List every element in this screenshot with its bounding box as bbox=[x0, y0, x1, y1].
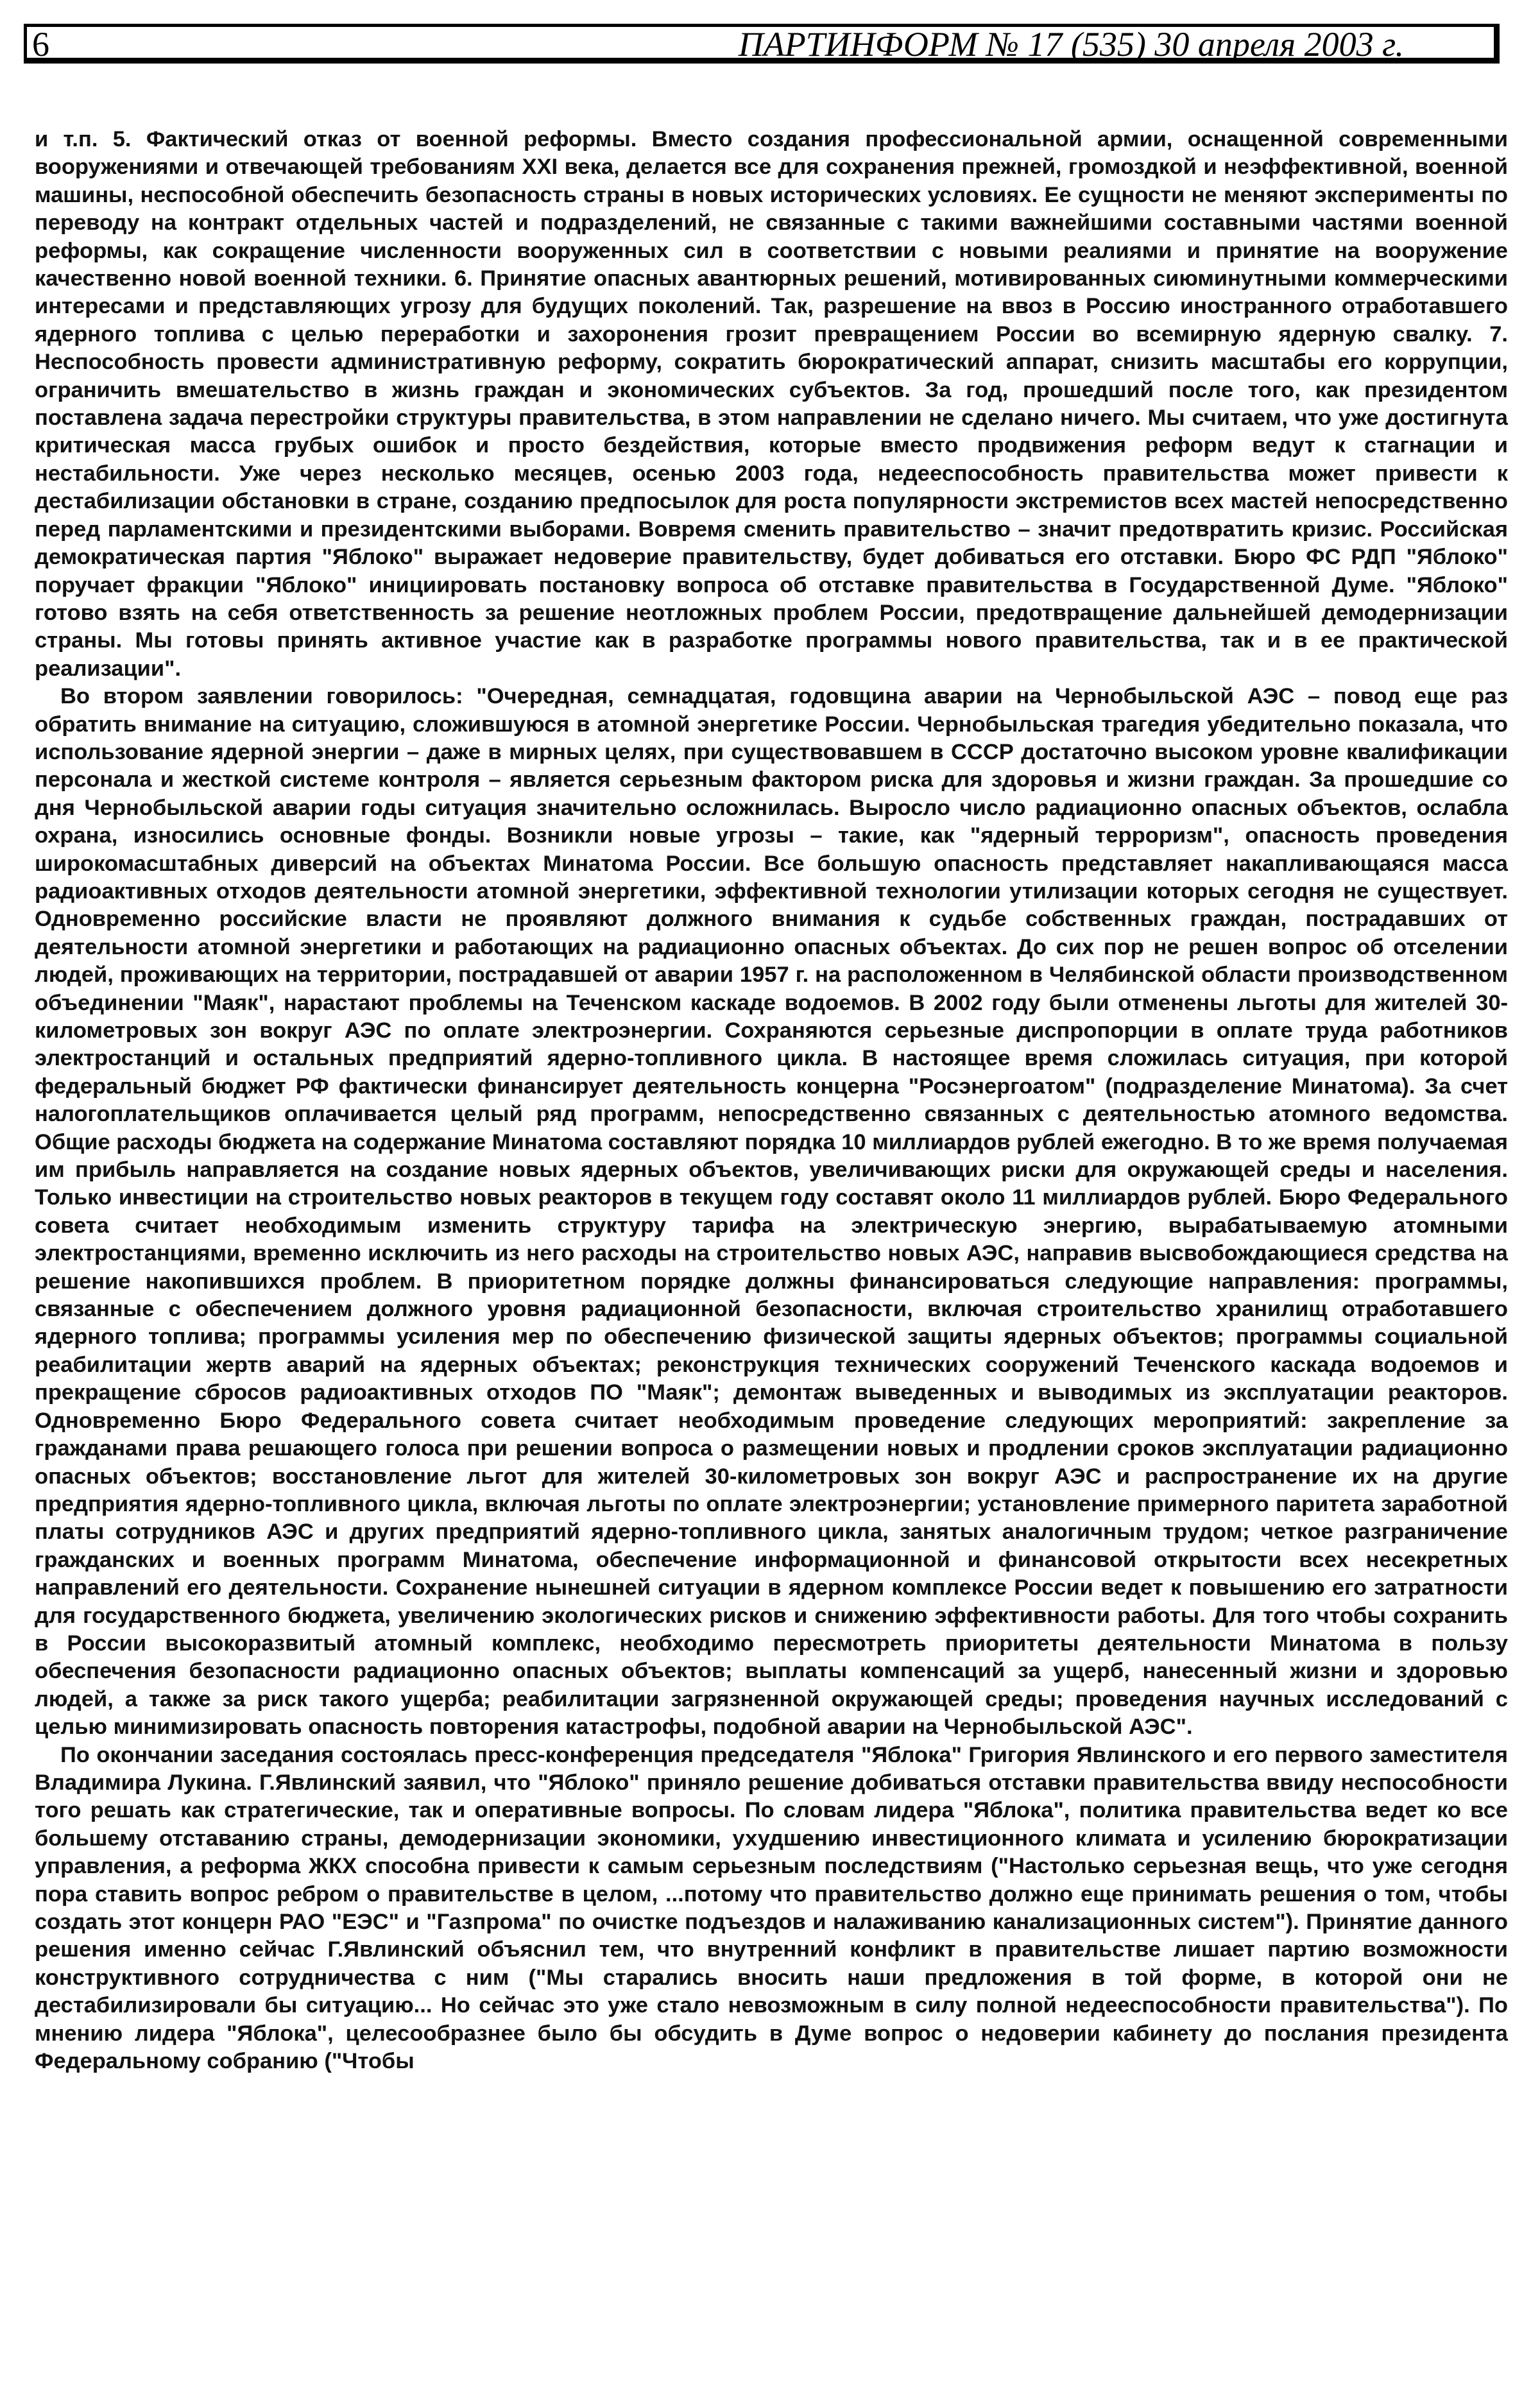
page-number: 6 bbox=[32, 25, 49, 64]
paragraph: По окончании заседания состоялась пресс-конференция председателя "Яблока" Григория Явлинского и его первого заместителя Владимира Лукина. Г.Явлинский заявил, что "Яблоко" приняло решение добиваться отставки правительства ввиду неспособности того решать как стратегические, так и оперативные вопросы. По словам лидера "Яблока", политика правительства ведет ко все большему отставанию страны, демодернизации экономики, ухудшению инвестиционного климата и усилению бюрократизации управления, а реформа ЖКХ способна привести к самым серьезным последствиям ("Настолько серьезная вещь, что уже сегодня пора ставить вопрос ребром о правительстве в целом, ...потому что правительство должно еще принимать решения о том, чтобы создать этот концерн РАО "ЕЭС" и "Газпрома" по очистке подъездов и налаживанию канализационных систем"). Принятие данного решения именно сейчас Г.Явлинский объяснил тем, что внутренний конфликт в правительстве лишает партию возможности конструктивного сотрудничества с ним ("Мы старались вносить наши предложения в той форме, в которой они не дестабилизировали бы ситуацию... Но сейчас это уже стало невозможным в силу полной недееспособности правительства"). По мнению лидера "Яблока", целесообразнее было бы обсудить в Думе вопрос о недоверии кабинету до послания президента Федеральному собранию ("Чтобы bbox=[35, 1742, 1508, 2074]
article-body bbox=[35, 126, 1508, 2075]
paragraph: Во втором заявлении говорилось: "Очередная, семнадцатая, годовщина аварии на Чернобыльской АЭС – повод еще раз обратить внимание на ситуацию, сложившуюся в атомной энергетике России. Чернобыльская трагедия убедительно показала, что использование ядерной энергии – даже в мирных целях, при существовавшем в СССР достаточно высоком уровне квалификации персонала и жесткой системе контроля – является серьезным фактором риска для здоровья и жизни граждан. За прошедшие со дня Чернобыльской аварии годы ситуация значительно осложнилась. Выросло число радиационно опасных объектов, ослабла охрана, износились основные фонды. Возникли новые угрозы – такие, как "ядерный терроризм", опасность проведения широкомасштабных диверсий на объектах Минатома России. Все большую опасность представляет накапливающаяся масса радиоактивных отходов деятельности атомной энергетики, эффективной технологии утилизации которых сегодня не существует. Одновременно российские власти не проявляют должного внимания к судьбе собственных граждан, пострадавших от деятельности атомной энергетики и работающих на радиационно опасных объектах. До сих пор не решен вопрос об отселении людей, проживающих на территории, пострадавшей от аварии 1957 г. на расположенном в Челябинской области производственном объединении "Маяк", нарастают проблемы на Теченском каскаде водоемов. В 2002 году были отменены льготы для жителей 30-километровых зон вокруг АЭС по оплате электроэнергии. Сохраняются серьезные диспропорции в оплате труда работников электростанций и остальных предприятий ядерно-топливного цикла. В настоящее время сложилась ситуация, при которой федеральный бюджет РФ фактически финансирует деятельность концерна "Росэнергоатом" (подразделение Минатома). За счет налогоплательщиков оплачивается целый ряд программ, непосредственно связанных с деятельностью атомного ведомства. Общие расходы бюджета на содержание Минатома составляют порядка 10 миллиардов рублей ежегодно. В то же время получаемая им прибыль направляется на создание новых ядерных объектов, увеличивающих риски для окружающей среды и населения. Только инвестиции на строительство новых реакторов в текущем году составят около 11 миллиардов рублей. Бюро Федерального совета считает необходимым изменить структуру тарифа на электрическую энергию, вырабатываемую атомными электростанциями, временно исключить из него расходы на строительство новых АЭС, направив высвобождающиеся средства на решение накопившихся проблем. В приоритетном порядке должны финансироваться следующие направления: программы, связанные с обеспечением должного уровня радиационной безопасности, включая строительство хранилищ отработавшего ядерного топлива; программы усиления мер по обеспечению физической защиты ядерных объектов; программы социальной реабилитации жертв аварий на ядерных объектах; реконструкция технических сооружений Теченского каскада водоемов и прекращение сбросов радиоактивных отходов ПО "Маяк"; демонтаж выведенных и выводимых из эксплуатации реакторов. Одновременно Бюро Федерального совета считает необходимым проведение следующих мероприятий: закрепление за гражданами права решающего голоса при решении вопроса о размещении новых и продлении сроков эксплуатации радиационно опасных объектов; восстановление льгот для жителей 30-километровых зон вокруг АЭС и распространение их на другие предприятия ядерно-топливного цикла, включая льготы по оплате электроэнергии; установление примерного паритета заработной платы сотрудников АЭС и других предприятий ядерно-топливного цикла, занятых аналогичным трудом; четкое разграничение гражданских и военных программ Минатома, обеспечение информационной и финансовой открытости всех несекретных направлений его деятельности. Сохранение нынешней ситуации в ядерном комплексе России ведет к повышению его затратности для государственного бюджета, увеличению экологических рисков и снижению эффективности работы. Для того чтобы сохранить в России высокоразвитый атомный комплекс, необходимо пересмотреть приоритеты деятельности Минатома в пользу обеспечения безопасности радиационно опасных объектов; выплаты компенсаций за ущерб, нанесенный жизни и здоровью людей, а также за риск такого ущерба; реабилитации загрязненной окружающей среды; проведения научных исследований с целью минимизировать опасность повторения катастрофы, подобной аварии на Чернобыльской АЭС". bbox=[35, 684, 1508, 1740]
issue-line: ПАРТИНФОРМ № 17 (535) 30 апреля 2003 г. bbox=[738, 25, 1404, 64]
paragraph: и т.п. 5. Фактический отказ от военной реформы. Вместо создания профессиональной армии, оснащенной современными вооружениями и отвечающей требованиям XXI века, делается все для сохранения прежней, громоздкой и неэффективной, военной машины, неспособной обеспечить безопасность страны в новых исторических условиях. Ее сущности не меняют эксперименты по переводу на контракт отдельных частей и подразделений, не связанные с такими важнейшими составными частями военной реформы, как сокращение численности вооруженных сил в соответствии с новыми реалиями и принятие на вооружение качественно новой военной техники. 6. Принятие опасных авантюрных решений, мотивированных сиюминутными коммерческими интересами и представляющих угрозу для будущих поколений. Так, разрешение на ввоз в Россию иностранного отработавшего ядерного топлива с целью переработки и захоронения грозит превращением России во всемирную ядерную свалку. 7. Неспособность провести административную реформу, сократить бюрократический аппарат, снизить масштабы его коррупции, ограничить вмешательство в жизнь граждан и экономических субъектов. За год, прошедший после того, как президентом поставлена задача перестройки структуры правительства, в этом направлении не сделано ничего. Мы считаем, что уже достигнута критическая масса грубых ошибок и просто бездействия, которые вместо продвижения реформ ведут к стагнации и нестабильности. Уже через несколько месяцев, осенью 2003 года, недееспособность правительства может привести к дестабилизации обстановки в стране, созданию предпосылок для роста популярности экстремистов всех мастей непосредственно перед парламентскими и президентскими выборами. Вовремя сменить правительство – значит предотвратить кризис. Российская демократическая партия "Яблоко" выражает недоверие правительству, будет добиваться его отставки. Бюро ФС РДП "Яблоко" поручает фракции "Яблоко" инициировать постановку вопроса об отставке правительства в Государственной Думе. "Яблоко" готово взять на себя ответственность за решение неотложных проблем России, предотвращение дальнейшей демодернизации страны. Мы готовы принять активное участие как в разработке программы нового правительства, так и в ее практической реализации". bbox=[35, 127, 1508, 681]
page-header bbox=[24, 24, 1500, 64]
